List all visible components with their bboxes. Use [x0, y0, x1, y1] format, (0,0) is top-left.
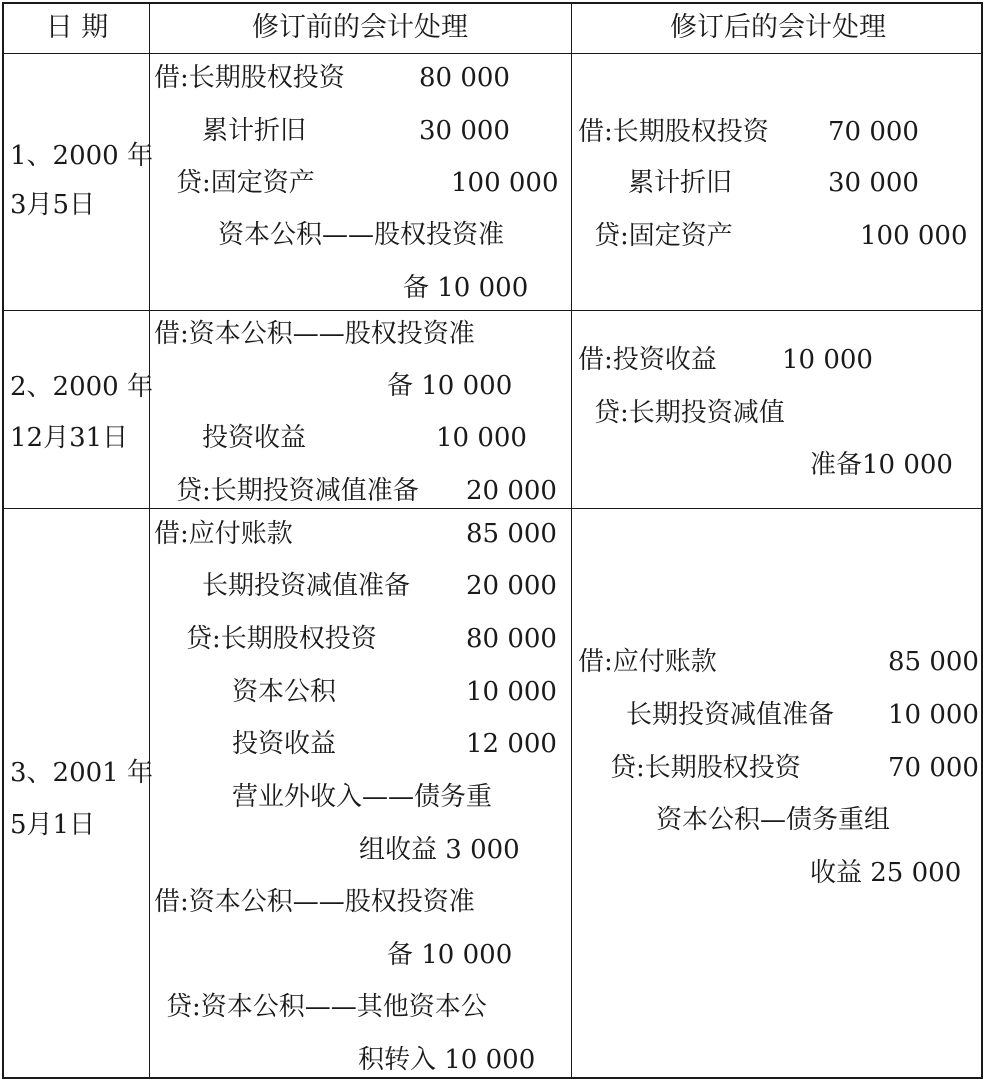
row3-after-entry: 收益 25 000	[810, 858, 962, 888]
row-divider	[4, 53, 981, 54]
row3-after-entry: 长期投资减值准备	[626, 700, 835, 730]
row1-before-entry: 借:长期股权投资	[154, 63, 345, 93]
row2-after-entry: 贷:长期投资减值	[594, 398, 785, 428]
row1-date-line1: 1、2000 年	[10, 141, 153, 171]
row1-before-amount: 80 000	[419, 63, 510, 93]
row1-after-amount: 30 000	[828, 168, 919, 198]
row1-after-entry: 借:长期股权投资	[578, 117, 769, 147]
row1-date-line2: 3月5日	[10, 190, 96, 220]
row3-before-entry: 营业外收入——债务重	[232, 782, 493, 812]
row1-before-entry: 贷:固定资产	[176, 168, 315, 198]
row1-before-amount: 100 000	[451, 168, 559, 198]
row3-before-amount: 10 000	[466, 677, 557, 707]
row2-after-entry: 准备10 000	[810, 450, 953, 480]
row1-before-entry: 备 10 000	[403, 273, 529, 303]
row2-after-entry: 借:投资收益	[578, 345, 717, 375]
row3-before-entry: 备 10 000	[387, 940, 513, 970]
row3-after-amount: 10 000	[888, 700, 979, 730]
row2-before-amount: 10 000	[436, 423, 527, 453]
row1-before-amount: 30 000	[419, 116, 510, 146]
row2-after-amount: 10 000	[782, 345, 873, 375]
row2-date-line2: 12月31日	[10, 423, 129, 453]
row3-before-entry: 借:资本公积——股权投资准	[154, 887, 475, 917]
row3-before-entry: 组收益 3 000	[359, 835, 520, 865]
row2-before-amount: 20 000	[466, 476, 557, 506]
row3-before-entry: 借:应付账款	[154, 519, 293, 549]
row3-after-amount: 85 000	[888, 647, 979, 677]
accounting-comparison-table: 日 期 修订前的会计处理 修订后的会计处理 1、2000 年 3月5日 借:长期股权投资 80 000 累计折旧 30 000 贷:固定资产 100 000 资本公积——股权投资准 备 10 000 借:长期股权投资 70 000 累计折旧 30 000 贷:固定资产 100 000 2、2000 年 12月31日 借:资本公积——股权投资准 备 10 000 投资收益 10 000 贷:长期投资减值准备 20 000 借:投资收益 10 000 贷:长期投资减值 准备10 000 3、2001 年 5月1日 借:应付账款 85 000 长期投资减值准备 20 000 贷:长期股权投资 80 000 资本公积 10 000 投资收益 12 000 营业外收入——债务重 组收益 3 000 借:资本公积——股权投资准 备 10 000 贷:资本公积——其他资本公 积转入 10 000 借:应付账款 85 000 长期投资减值准备 10 000 贷:长期股权投资 70 000 资本公积—债务重组 收益 25 000	[2, 2, 983, 1079]
row1-after-amount: 100 000	[860, 221, 968, 251]
row3-before-amount: 85 000	[466, 519, 557, 549]
row1-after-entry: 累计折旧	[628, 168, 733, 198]
row-divider	[4, 310, 981, 311]
row-divider	[4, 508, 981, 509]
row2-before-entry: 贷:长期投资减值准备	[176, 476, 419, 506]
row3-before-amount: 12 000	[466, 729, 557, 759]
row3-before-entry: 贷:资本公积——其他资本公	[166, 992, 487, 1022]
column-divider	[571, 4, 572, 1077]
row1-before-entry: 累计折旧	[202, 116, 307, 146]
row3-before-entry: 资本公积	[232, 677, 337, 707]
row3-before-amount: 20 000	[466, 571, 557, 601]
row2-before-entry: 投资收益	[202, 423, 307, 453]
row3-date-line1: 3、2001 年	[10, 758, 153, 788]
row1-after-amount: 70 000	[828, 117, 919, 147]
row2-date-line1: 2、2000 年	[10, 372, 153, 402]
row3-before-entry: 投资收益	[232, 729, 337, 759]
row3-after-entry: 借:应付账款	[578, 647, 717, 677]
row1-after-entry: 贷:固定资产	[594, 221, 733, 251]
row2-before-entry: 备 10 000	[387, 371, 513, 401]
row3-before-entry: 长期投资减值准备	[202, 571, 411, 601]
row3-before-amount: 80 000	[466, 624, 557, 654]
row3-after-entry: 贷:长期股权投资	[610, 753, 801, 783]
row3-after-amount: 70 000	[888, 753, 979, 783]
row3-before-entry: 积转入 10 000	[358, 1045, 536, 1075]
row1-before-entry: 资本公积——股权投资准	[218, 220, 505, 250]
row2-before-entry: 借:资本公积——股权投资准	[154, 319, 475, 349]
row3-date-line2: 5月1日	[10, 810, 96, 840]
row3-after-entry: 资本公积—债务重组	[656, 805, 891, 835]
row3-before-entry: 贷:长期股权投资	[186, 624, 377, 654]
